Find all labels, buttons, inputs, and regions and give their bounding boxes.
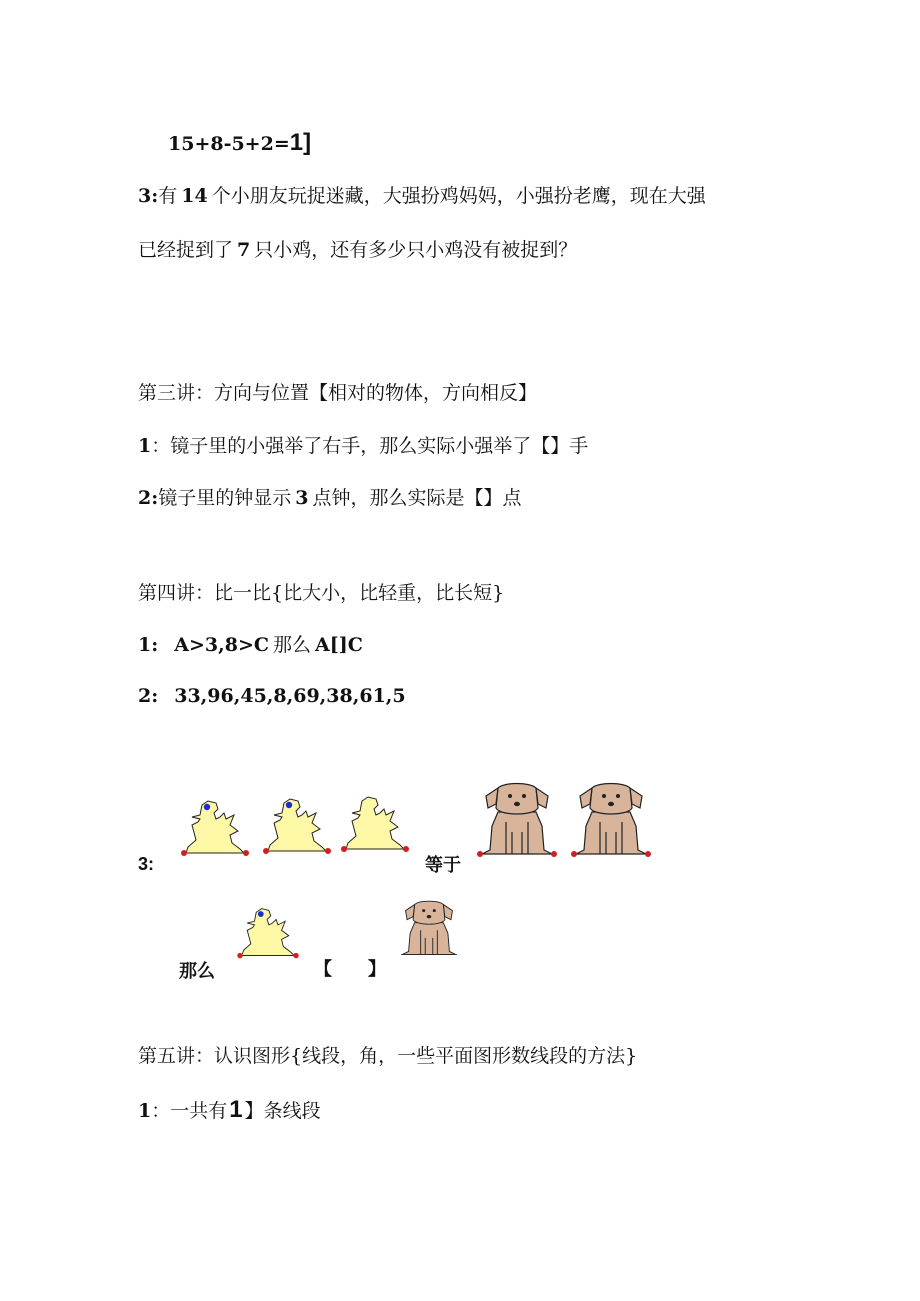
lecture-3-question-2 <box>138 486 522 510</box>
chick-icon <box>236 905 300 961</box>
text-segment: 个小朋友玩捉迷藏，大强扮鸡妈妈，小强扮老鹰，现在大强 <box>211 185 706 207</box>
question-number: 3: <box>138 185 159 207</box>
text-segment: A>3,8>C <box>174 634 269 656</box>
text-segment: ：镜子里的小强举了右手，那么实际小强举了【】手 <box>151 435 589 457</box>
equals-label: 等于 <box>425 855 461 875</box>
lecture-4-question-2 <box>138 684 406 708</box>
text-segment: 那么 <box>273 634 312 656</box>
lecture-5-question-1 <box>138 1098 321 1123</box>
text-segment: 镜子里的钟显示 <box>158 487 292 509</box>
dog-icon <box>570 778 652 860</box>
text-segment: 点钟，那么实际是【】点 <box>312 487 522 509</box>
lecture-3-title: 第三讲：方向与位置【相对的物体，方向相反】 <box>138 382 538 404</box>
dog-icon <box>476 778 558 860</box>
question-number: 1 <box>138 1100 152 1122</box>
number: 7 <box>237 239 251 261</box>
chick-icon <box>340 791 410 856</box>
text-segment: 有 <box>158 185 178 207</box>
question-3-line-2 <box>138 238 577 262</box>
then-label: 那么 <box>179 961 215 981</box>
lecture-4-title: 第四讲：比一比{比大小，比轻重，比长短} <box>138 582 505 604</box>
number-list: 33,96,45,8,69,38,61,5 <box>174 685 406 707</box>
chick-icon <box>180 795 250 860</box>
equation-expr: 15+8-5+2= <box>168 133 290 155</box>
text-segment: 已经捉到了 <box>138 239 234 261</box>
text-segment: 只小鸡，还有多少只小鸡没有被捉到？ <box>254 239 578 261</box>
figure-question-number: 3: <box>138 854 155 874</box>
number: 3 <box>295 487 309 509</box>
text-segment: A[]C <box>315 634 363 656</box>
question-number: 1: <box>138 634 159 656</box>
text-segment: ：一共有 <box>151 1100 228 1122</box>
lecture-5-title: 第五讲：认识图形{线段，角，一些平面图形数线段的方法} <box>138 1045 638 1067</box>
text-segment: 】条线段 <box>244 1100 321 1122</box>
lecture-3-question-1 <box>138 434 588 458</box>
equation-answer: 1] <box>289 129 312 156</box>
question-number: 2: <box>138 487 159 509</box>
number: 14 <box>181 185 208 207</box>
question-3-line-1 <box>138 184 706 208</box>
equation-line <box>168 131 311 156</box>
question-number: 1 <box>138 435 152 457</box>
answer-bracket: 【 】 <box>314 959 386 979</box>
answer-value: 1 <box>229 1096 243 1123</box>
question-number: 2: <box>138 685 159 707</box>
dog-icon <box>398 896 460 960</box>
lecture-4-question-1 <box>138 633 363 657</box>
chick-icon <box>262 793 332 858</box>
